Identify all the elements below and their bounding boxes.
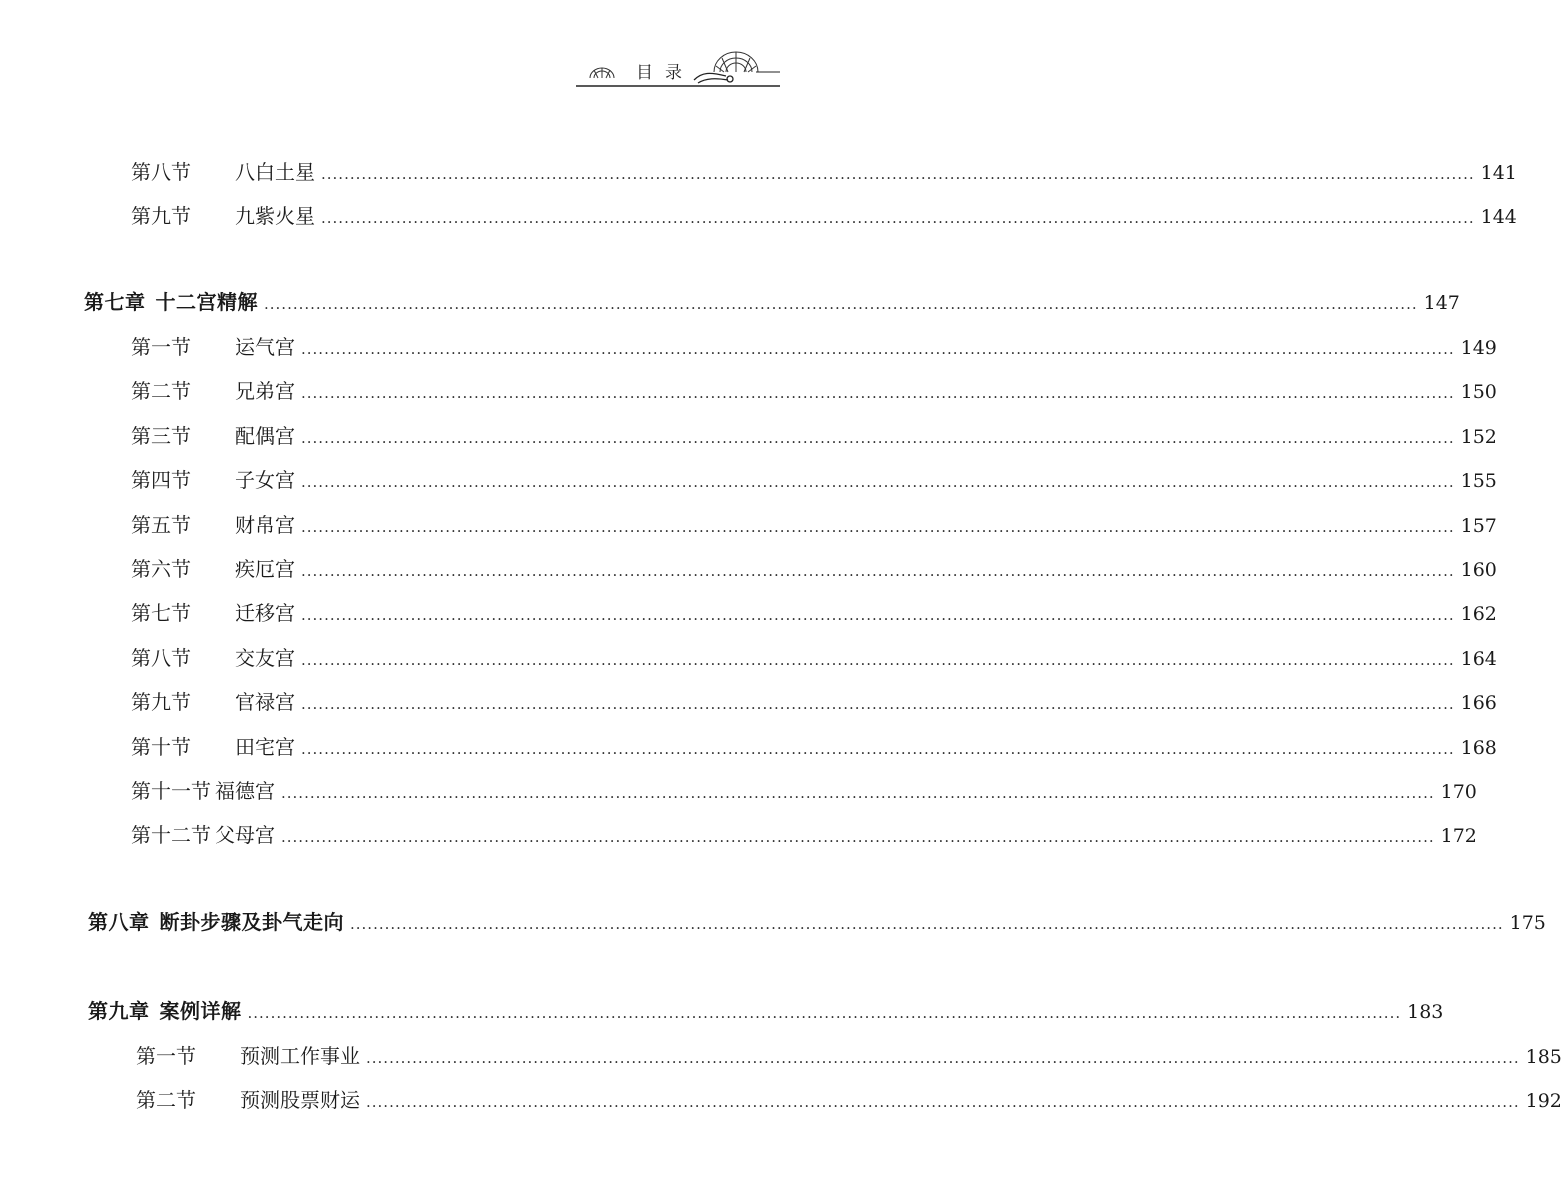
toc-section-row <box>131 200 1517 229</box>
section-number: 第十一节 <box>131 779 211 803</box>
dot-leader: ........................................................................................................................................................................................................ <box>301 651 1455 669</box>
section-title: 疾厄宫 <box>235 557 295 581</box>
toc-section-row <box>131 509 1497 538</box>
section-title: 兄弟宫 <box>235 379 295 403</box>
section-title: 八白土星 <box>235 160 315 184</box>
page-number: 160 <box>1460 559 1497 581</box>
page-number: 175 <box>1509 912 1546 934</box>
header-title: 目录 <box>636 63 694 83</box>
toc-section-row <box>131 731 1497 760</box>
section-number: 第五节 <box>131 513 191 537</box>
page-number: 185 <box>1525 1046 1562 1068</box>
section-number: 第九节 <box>131 690 191 714</box>
toc-entry-label <box>131 331 295 360</box>
section-number: 第十二节 <box>131 823 211 847</box>
page-number: 155 <box>1460 470 1497 492</box>
dot-leader: ........................................................................................................................................................................................................ <box>301 695 1455 713</box>
section-number: 第二节 <box>136 1088 196 1112</box>
toc-section-row <box>131 375 1497 404</box>
toc-entry-label <box>88 906 344 935</box>
page-number: 183 <box>1407 1001 1444 1023</box>
dot-leader: ........................................................................................................................................................................................................ <box>301 340 1455 358</box>
section-number: 第三节 <box>131 424 191 448</box>
section-number: 第一节 <box>136 1044 196 1068</box>
toc-entry-label <box>131 819 275 848</box>
toc-entry-label <box>131 464 295 493</box>
dot-leader: ........................................................................................................................................................................................................ <box>281 784 1435 802</box>
section-number: 第九节 <box>131 204 191 228</box>
dot-leader: ........................................................................................................................................................................................................ <box>301 562 1455 580</box>
section-number: 第一节 <box>131 335 191 359</box>
section-title: 交友宫 <box>235 646 295 670</box>
section-title: 父母宫 <box>215 823 275 847</box>
toc-chapter-row <box>88 906 1546 935</box>
dot-leader: ........................................................................................................................................................................................................ <box>321 209 1475 227</box>
chapter-number: 第九章 <box>88 999 150 1023</box>
toc-entry-label <box>131 420 295 449</box>
toc-section-row <box>131 331 1497 360</box>
page-number: 164 <box>1460 648 1497 670</box>
toc-section-row <box>131 597 1497 626</box>
toc-entry-label <box>131 597 295 626</box>
toc-chapter-row <box>84 286 1460 315</box>
dot-leader: ........................................................................................................................................................................................................ <box>301 473 1455 491</box>
page-number: 168 <box>1460 737 1497 759</box>
toc-entry-label <box>131 509 295 538</box>
page-header <box>576 42 780 88</box>
toc-section-row <box>131 420 1497 449</box>
toc-section-row <box>136 1040 1562 1069</box>
toc-entry-label <box>131 156 315 185</box>
page-number: 162 <box>1460 603 1497 625</box>
chapter-number: 第七章 <box>84 290 146 314</box>
dot-leader: ........................................................................................................................................................................................................ <box>366 1049 1520 1067</box>
page-number: 152 <box>1460 426 1497 448</box>
toc-section-row <box>131 819 1477 848</box>
section-title: 子女宫 <box>235 468 295 492</box>
toc-entry-label <box>136 1084 360 1113</box>
section-title: 田宅宫 <box>235 735 295 759</box>
section-title: 配偶宫 <box>235 424 295 448</box>
chapter-title: 断卦步骤及卦气走向 <box>159 910 344 934</box>
toc-entry-label <box>84 286 258 315</box>
toc-entry-label <box>131 775 275 804</box>
toc-chapter-row <box>88 995 1444 1024</box>
section-title: 运气宫 <box>235 335 295 359</box>
toc-entry-label <box>131 553 295 582</box>
toc-entry-label <box>136 1040 360 1069</box>
dot-leader: ........................................................................................................................................................................................................ <box>301 518 1455 536</box>
dot-leader: ........................................................................................................................................................................................................ <box>350 915 1504 933</box>
dot-leader: ........................................................................................................................................................................................................ <box>366 1093 1520 1111</box>
toc-section-row <box>131 686 1497 715</box>
dot-leader: ........................................................................................................................................................................................................ <box>301 384 1455 402</box>
dot-leader: ........................................................................................................................................................................................................ <box>301 429 1455 447</box>
toc-section-row <box>131 642 1497 671</box>
section-title: 迁移宫 <box>235 601 295 625</box>
section-title: 财帛宫 <box>235 513 295 537</box>
section-title: 福德宫 <box>215 779 275 803</box>
dot-leader: ........................................................................................................................................................................................................ <box>321 165 1475 183</box>
toc-section-row <box>131 464 1497 493</box>
section-number: 第七节 <box>131 601 191 625</box>
toc-entry-label <box>131 200 315 229</box>
section-number: 第十节 <box>131 735 191 759</box>
page-number: 144 <box>1480 206 1517 228</box>
section-number: 第六节 <box>131 557 191 581</box>
toc-entry-label <box>131 731 295 760</box>
section-title: 官禄宫 <box>235 690 295 714</box>
dot-leader: ........................................................................................................................................................................................................ <box>301 606 1455 624</box>
toc-section-row <box>131 775 1477 804</box>
page-number: 157 <box>1460 515 1497 537</box>
toc-entry-label <box>131 642 295 671</box>
page-number: 149 <box>1460 337 1497 359</box>
section-title: 预测股票财运 <box>240 1088 360 1112</box>
page-number: 150 <box>1460 381 1497 403</box>
section-title: 预测工作事业 <box>240 1044 360 1068</box>
chapter-number: 第八章 <box>88 910 150 934</box>
section-number: 第四节 <box>131 468 191 492</box>
dot-leader: ........................................................................................................................................................................................................ <box>301 740 1455 758</box>
toc-section-row <box>131 553 1497 582</box>
toc-entry-label <box>131 375 295 404</box>
toc-section-row <box>131 156 1517 185</box>
section-title: 九紫火星 <box>235 204 315 228</box>
dot-leader: ........................................................................................................................................................................................................ <box>281 828 1435 846</box>
chapter-title: 十二宫精解 <box>155 290 258 314</box>
toc-entry-label <box>131 686 295 715</box>
dot-leader: ........................................................................................................................................................................................................ <box>247 1004 1402 1022</box>
section-number: 第二节 <box>131 379 191 403</box>
dot-leader: ........................................................................................................................................................................................................ <box>264 295 1418 313</box>
page-number: 192 <box>1525 1090 1562 1112</box>
page-number: 172 <box>1440 825 1477 847</box>
toc-section-row <box>136 1084 1562 1113</box>
section-number: 第八节 <box>131 646 191 670</box>
page-number: 170 <box>1440 781 1477 803</box>
page-number: 166 <box>1460 692 1497 714</box>
page-number: 141 <box>1480 162 1517 184</box>
page-number: 147 <box>1423 292 1460 314</box>
toc-entry-label <box>88 995 242 1024</box>
section-number: 第八节 <box>131 160 191 184</box>
chapter-title: 案例详解 <box>159 999 242 1023</box>
